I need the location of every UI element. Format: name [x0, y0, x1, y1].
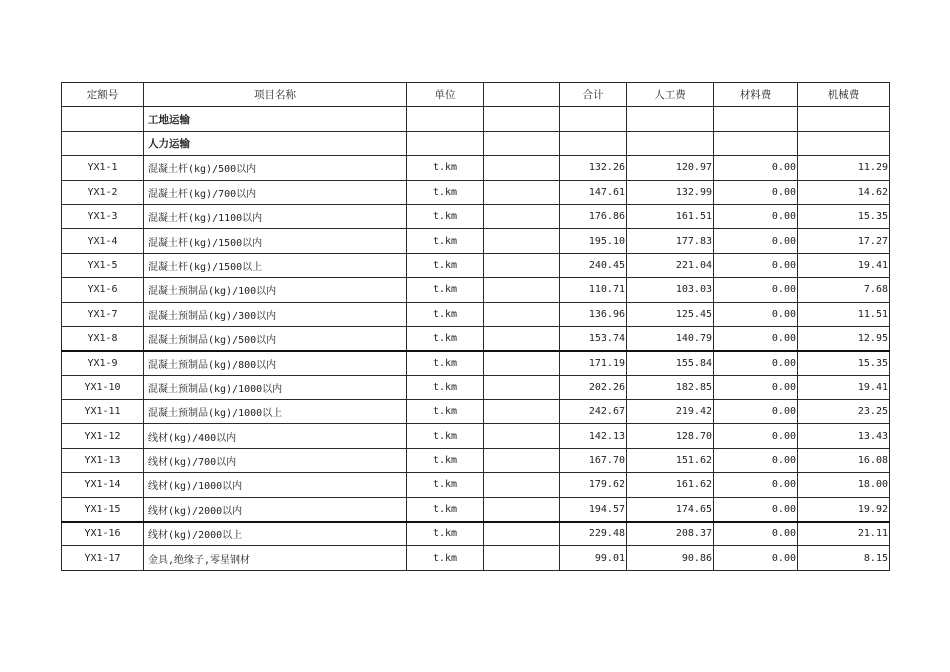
row-machine: 13.43 [798, 424, 890, 448]
row-name: 线材(kg)/2000以上 [144, 522, 407, 546]
row-machine: 19.41 [798, 253, 890, 277]
row-unit: t.km [407, 473, 484, 497]
row-material: 0.00 [714, 351, 798, 375]
row-unit: t.km [407, 351, 484, 375]
table-row [62, 278, 890, 302]
table-row [62, 302, 890, 326]
row-unit: t.km [407, 326, 484, 350]
row-code: YX1-5 [62, 253, 144, 277]
header-row [62, 83, 890, 107]
row-unit: t.km [407, 448, 484, 472]
row-material: 0.00 [714, 302, 798, 326]
table-row [62, 375, 890, 399]
row-blank [484, 180, 560, 204]
row-code: YX1-2 [62, 180, 144, 204]
row-unit: t.km [407, 180, 484, 204]
row-name: 混凝土预制品(kg)/100以内 [144, 278, 407, 302]
row-material: 0.00 [714, 448, 798, 472]
row-material: 0.00 [714, 375, 798, 399]
header-labor: 人工费 [627, 83, 714, 107]
row-machine: 12.95 [798, 326, 890, 350]
row-name: 混凝土预制品(kg)/1000以内 [144, 375, 407, 399]
row-total: 242.67 [560, 400, 627, 424]
row-machine: 8.15 [798, 546, 890, 570]
row-code: YX1-6 [62, 278, 144, 302]
row-name: 线材(kg)/2000以内 [144, 497, 407, 521]
row-machine: 7.68 [798, 278, 890, 302]
row-code: YX1-4 [62, 229, 144, 253]
row-unit: t.km [407, 546, 484, 570]
row-material: 0.00 [714, 278, 798, 302]
row-material: 0.00 [714, 156, 798, 180]
row-material: 0.00 [714, 180, 798, 204]
row-machine: 16.08 [798, 448, 890, 472]
table-row [62, 253, 890, 277]
row-labor: 90.86 [627, 546, 714, 570]
row-labor: 128.70 [627, 424, 714, 448]
section-row [62, 131, 890, 155]
row-unit: t.km [407, 400, 484, 424]
row-code: YX1-15 [62, 497, 144, 521]
table-row [62, 546, 890, 570]
row-total: 153.74 [560, 326, 627, 350]
row-total: 99.01 [560, 546, 627, 570]
row-labor: 120.97 [627, 156, 714, 180]
row-code: YX1-12 [62, 424, 144, 448]
quota-table [61, 82, 890, 571]
row-machine: 18.00 [798, 473, 890, 497]
table-row [62, 424, 890, 448]
row-name: 混凝土预制品(kg)/1000以上 [144, 400, 407, 424]
row-material: 0.00 [714, 253, 798, 277]
row-unit: t.km [407, 278, 484, 302]
header-machine: 机械费 [798, 83, 890, 107]
row-material: 0.00 [714, 546, 798, 570]
row-material: 0.00 [714, 424, 798, 448]
table-row [62, 400, 890, 424]
row-code: YX1-16 [62, 522, 144, 546]
table-row [62, 229, 890, 253]
row-machine: 15.35 [798, 351, 890, 375]
row-material: 0.00 [714, 229, 798, 253]
row-name: 混凝土预制品(kg)/800以内 [144, 351, 407, 375]
row-code: YX1-13 [62, 448, 144, 472]
row-total: 136.96 [560, 302, 627, 326]
row-blank [484, 278, 560, 302]
row-code: YX1-1 [62, 156, 144, 180]
row-name: 线材(kg)/400以内 [144, 424, 407, 448]
table-row [62, 351, 890, 375]
header-code: 定额号 [62, 83, 144, 107]
row-name: 混凝土预制品(kg)/300以内 [144, 302, 407, 326]
row-total: 176.86 [560, 204, 627, 228]
row-blank [484, 326, 560, 350]
row-total: 179.62 [560, 473, 627, 497]
row-total: 167.70 [560, 448, 627, 472]
row-unit: t.km [407, 229, 484, 253]
table-row [62, 522, 890, 546]
row-name: 混凝土杆(kg)/700以内 [144, 180, 407, 204]
row-unit: t.km [407, 302, 484, 326]
row-blank [484, 448, 560, 472]
row-name: 混凝土杆(kg)/1100以内 [144, 204, 407, 228]
section-title-manual-transport: 人力运输 [144, 131, 407, 155]
row-blank [484, 473, 560, 497]
row-labor: 174.65 [627, 497, 714, 521]
row-labor: 219.42 [627, 400, 714, 424]
row-labor: 103.03 [627, 278, 714, 302]
row-machine: 19.92 [798, 497, 890, 521]
row-labor: 208.37 [627, 522, 714, 546]
row-labor: 161.51 [627, 204, 714, 228]
row-code: YX1-3 [62, 204, 144, 228]
row-total: 110.71 [560, 278, 627, 302]
row-blank [484, 522, 560, 546]
row-labor: 182.85 [627, 375, 714, 399]
table-row [62, 473, 890, 497]
row-machine: 23.25 [798, 400, 890, 424]
row-unit: t.km [407, 204, 484, 228]
row-total: 202.26 [560, 375, 627, 399]
row-blank [484, 424, 560, 448]
row-blank [484, 156, 560, 180]
row-name: 混凝土杆(kg)/1500以上 [144, 253, 407, 277]
row-code: YX1-8 [62, 326, 144, 350]
row-blank [484, 302, 560, 326]
row-code: YX1-7 [62, 302, 144, 326]
row-unit: t.km [407, 156, 484, 180]
row-code: YX1-14 [62, 473, 144, 497]
row-machine: 11.29 [798, 156, 890, 180]
row-material: 0.00 [714, 473, 798, 497]
row-blank [484, 253, 560, 277]
row-material: 0.00 [714, 400, 798, 424]
row-blank [484, 546, 560, 570]
row-labor: 161.62 [627, 473, 714, 497]
row-machine: 19.41 [798, 375, 890, 399]
row-machine: 15.35 [798, 204, 890, 228]
row-name: 金具,绝缘子,零星钢材 [144, 546, 407, 570]
row-machine: 11.51 [798, 302, 890, 326]
row-material: 0.00 [714, 522, 798, 546]
row-blank [484, 375, 560, 399]
row-code: YX1-11 [62, 400, 144, 424]
header-total: 合计 [560, 83, 627, 107]
row-code: YX1-17 [62, 546, 144, 570]
row-blank [484, 351, 560, 375]
row-material: 0.00 [714, 326, 798, 350]
row-unit: t.km [407, 424, 484, 448]
table-row [62, 180, 890, 204]
row-total: 229.48 [560, 522, 627, 546]
section-row [62, 107, 890, 131]
row-material: 0.00 [714, 497, 798, 521]
row-labor: 132.99 [627, 180, 714, 204]
row-machine: 21.11 [798, 522, 890, 546]
row-labor: 151.62 [627, 448, 714, 472]
table-row [62, 326, 890, 350]
row-name: 混凝土杆(kg)/500以内 [144, 156, 407, 180]
row-material: 0.00 [714, 204, 798, 228]
table-row [62, 497, 890, 521]
row-unit: t.km [407, 375, 484, 399]
row-name: 混凝土预制品(kg)/500以内 [144, 326, 407, 350]
row-total: 171.19 [560, 351, 627, 375]
row-labor: 155.84 [627, 351, 714, 375]
row-total: 142.13 [560, 424, 627, 448]
row-labor: 140.79 [627, 326, 714, 350]
row-machine: 17.27 [798, 229, 890, 253]
row-unit: t.km [407, 497, 484, 521]
row-unit: t.km [407, 522, 484, 546]
row-labor: 177.83 [627, 229, 714, 253]
row-total: 240.45 [560, 253, 627, 277]
row-total: 132.26 [560, 156, 627, 180]
row-blank [484, 497, 560, 521]
row-blank [484, 229, 560, 253]
row-total: 147.61 [560, 180, 627, 204]
table-row [62, 448, 890, 472]
row-unit: t.km [407, 253, 484, 277]
row-name: 线材(kg)/700以内 [144, 448, 407, 472]
header-blank [484, 83, 560, 107]
row-code: YX1-10 [62, 375, 144, 399]
row-blank [484, 400, 560, 424]
header-name: 项目名称 [144, 83, 407, 107]
table-row [62, 156, 890, 180]
row-name: 线材(kg)/1000以内 [144, 473, 407, 497]
row-blank [484, 204, 560, 228]
row-total: 194.57 [560, 497, 627, 521]
table-row [62, 204, 890, 228]
section-title-site-transport: 工地运输 [144, 107, 407, 131]
row-total: 195.10 [560, 229, 627, 253]
row-labor: 125.45 [627, 302, 714, 326]
header-material: 材料费 [714, 83, 798, 107]
row-machine: 14.62 [798, 180, 890, 204]
header-unit: 单位 [407, 83, 484, 107]
row-labor: 221.04 [627, 253, 714, 277]
row-name: 混凝土杆(kg)/1500以内 [144, 229, 407, 253]
row-code: YX1-9 [62, 351, 144, 375]
